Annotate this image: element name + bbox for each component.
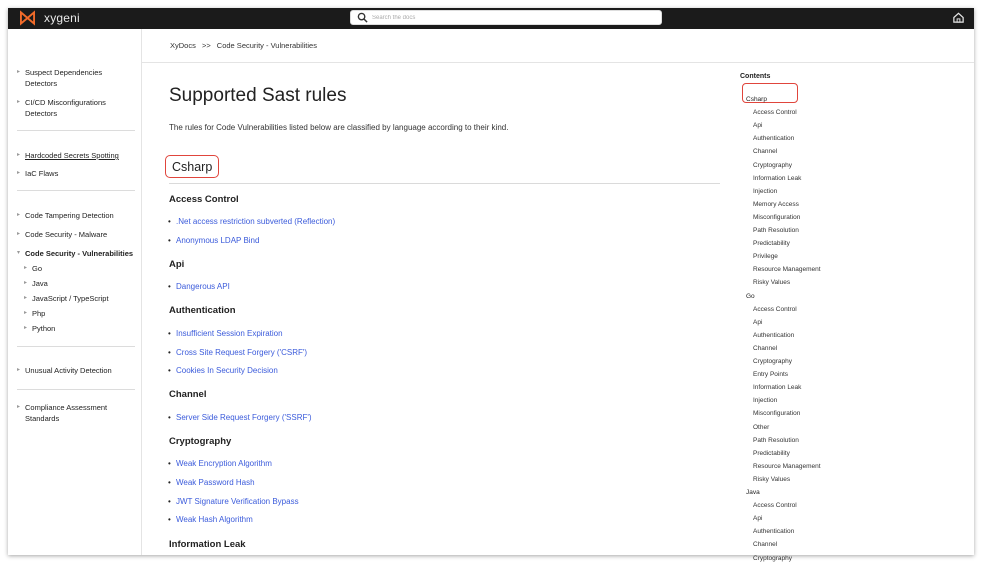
toc-category-link[interactable]: Misconfiguration	[753, 213, 801, 221]
rule-link[interactable]: • Dangerous API	[176, 282, 230, 291]
toc-category-link[interactable]: Authentication	[753, 331, 795, 339]
sidebar-item-hardcoded-secrets[interactable]	[17, 150, 135, 161]
sidebar-subitem-label: Php	[32, 309, 46, 318]
home-icon[interactable]	[952, 11, 965, 24]
rule-link[interactable]: • Cookies In Security Decision	[176, 366, 278, 375]
toc-category-link[interactable]: Memory Access	[753, 200, 799, 208]
breadcrumb-bar	[142, 29, 974, 63]
toc-category-link[interactable]: Access Control	[753, 305, 797, 313]
toc-category-link[interactable]: Channel	[753, 148, 778, 156]
sidebar-divider	[17, 190, 135, 191]
sidebar-divider	[17, 346, 135, 347]
sidebar-item-label: Code Security - Vulnerabilities	[25, 249, 134, 258]
rule-link[interactable]: • .Net access restriction subverted (Reflection)	[176, 217, 335, 226]
category-heading: Information Leak	[169, 539, 246, 550]
sidebar-subitem-python[interactable]	[24, 323, 55, 334]
toc-category-link[interactable]: Information Leak	[753, 174, 802, 182]
sidebar-item-label: CI/CD Misconfigurations Detectors	[25, 98, 106, 118]
sidebar-item-suspect-dependencies[interactable]	[17, 67, 135, 89]
chevron-down-icon: ▾	[17, 250, 21, 256]
rule-link[interactable]: • Weak Encryption Algorithm	[176, 459, 272, 468]
sidebar-divider	[17, 389, 135, 390]
chevron-right-icon: ▸	[17, 404, 21, 410]
sidebar-item-unusual-activity[interactable]	[17, 365, 135, 376]
search-icon	[357, 12, 368, 23]
chevron-right-icon: ▸	[24, 325, 28, 331]
sidebar-item-malware[interactable]	[17, 229, 135, 240]
chevron-right-icon: ▸	[24, 280, 28, 286]
chevron-right-icon: ▸	[17, 152, 21, 158]
toc-category-link[interactable]: Misconfiguration	[753, 410, 801, 418]
intro-text: The rules for Code Vulnerabilities listed below are classified by language according to their kind.	[169, 123, 509, 132]
sidebar-subitem-label: Go	[32, 264, 43, 273]
category-heading: Access Control	[169, 194, 239, 205]
toc-category-link[interactable]: Entry Points	[753, 371, 789, 379]
sidebar-item-label: Code Tampering Detection	[25, 211, 114, 220]
sidebar-item-label: Code Security - Malware	[25, 230, 108, 239]
rule-link[interactable]: • Insufficient Session Expiration	[176, 329, 283, 338]
toc-language-link[interactable]: Csharp	[746, 96, 767, 103]
chevron-right-icon: ▸	[24, 265, 28, 271]
toc-category-link[interactable]: Resource Management	[753, 462, 821, 470]
sidebar-item-vulnerabilities[interactable]	[17, 248, 135, 259]
toc-category-link[interactable]: Path Resolution	[753, 227, 799, 234]
toc-language-link[interactable]: Java	[746, 489, 760, 496]
toc-category-link[interactable]: Cryptography	[753, 358, 793, 365]
sidebar-item-label: Compliance Assessment Standards	[25, 403, 108, 423]
xygeni-logo-icon[interactable]	[20, 11, 35, 25]
toc-category-link[interactable]: Access Control	[753, 109, 797, 117]
rule-link[interactable]: • Anonymous LDAP Bind	[176, 236, 259, 245]
category-heading: Channel	[169, 389, 207, 400]
toc-category-link[interactable]: Resource Management	[753, 266, 821, 274]
category-heading: Authentication	[169, 305, 236, 316]
rule-link[interactable]: • Weak Hash Algorithm	[176, 515, 253, 524]
sidebar-item-label: Hardcoded Secrets Spotting	[25, 151, 119, 160]
sidebar-item-code-tampering[interactable]	[17, 210, 135, 221]
chevron-right-icon: ▸	[17, 367, 21, 373]
toc-category-link[interactable]: Api	[753, 122, 763, 130]
chevron-right-icon: ▸	[17, 212, 21, 218]
main-content	[142, 63, 732, 555]
toc-category-link[interactable]: Channel	[753, 541, 778, 549]
table-of-contents	[740, 63, 974, 562]
breadcrumb-root-link[interactable]: XyDocs	[170, 41, 196, 50]
search-box[interactable]	[350, 10, 662, 25]
chevron-right-icon: ▸	[17, 170, 21, 176]
toc-category-link[interactable]: Risky Values	[753, 475, 791, 483]
sidebar-subitem-label: JavaScript / TypeScript	[32, 294, 109, 303]
toc-category-link[interactable]: Information Leak	[753, 384, 802, 392]
section-divider	[169, 183, 720, 184]
toc-category-link[interactable]: Predictability	[753, 240, 790, 248]
breadcrumb	[170, 41, 321, 50]
toc-category-link[interactable]: Cryptography	[753, 554, 793, 562]
toc-title: Contents	[740, 73, 771, 80]
toc-category-link[interactable]: Cryptography	[753, 161, 793, 169]
sidebar-nav	[8, 29, 142, 555]
sidebar-subitem-java[interactable]	[24, 278, 48, 289]
breadcrumb-separator: >>	[201, 41, 211, 50]
toc-category-link[interactable]: Path Resolution	[753, 436, 799, 444]
language-heading: Csharp	[165, 155, 219, 178]
sidebar-subitem-label: Java	[32, 279, 48, 288]
sidebar-subitem-go[interactable]	[24, 263, 42, 274]
toc-category-link[interactable]: Predictability	[753, 449, 790, 457]
toc-category-link[interactable]: Api	[753, 515, 763, 523]
sidebar-item-label: IaC Flaws	[25, 169, 59, 178]
category-heading: Cryptography	[169, 436, 232, 447]
chevron-right-icon: ▸	[17, 69, 21, 75]
toc-category-link[interactable]: Authentication	[753, 135, 795, 143]
breadcrumb-current: Code Security - Vulnerabilities	[216, 41, 317, 50]
chevron-right-icon: ▸	[24, 310, 28, 316]
sidebar-item-iac-flaws[interactable]	[17, 168, 135, 179]
sidebar-subitem-javascript[interactable]	[24, 293, 109, 304]
search-input[interactable]	[372, 11, 652, 24]
toc-category-link[interactable]: Other	[753, 423, 770, 431]
toc-category-link[interactable]: Risky Values	[753, 279, 791, 287]
sidebar-subitem-label: Python	[32, 324, 56, 333]
page-title: Supported Sast rules	[169, 85, 347, 106]
toc-category-link[interactable]: Injection	[753, 187, 778, 195]
sidebar-divider	[17, 130, 135, 131]
rule-link[interactable]: • Cross Site Request Forgery ('CSRF')	[176, 348, 307, 357]
toc-category-link[interactable]: Privilege	[753, 253, 778, 261]
toc-category-link[interactable]: Api	[753, 318, 763, 326]
chevron-right-icon: ▸	[17, 99, 21, 105]
toc-language-link[interactable]: Go	[746, 292, 755, 300]
rule-link[interactable]: • JWT Signature Verification Bypass	[176, 497, 299, 506]
sidebar-item-label: Unusual Activity Detection	[25, 366, 112, 375]
app-window	[8, 8, 974, 562]
chevron-right-icon: ▸	[17, 231, 21, 237]
toc-category-link[interactable]: Access Control	[753, 502, 797, 510]
rule-link[interactable]: • Server Side Request Forgery ('SSRF')	[176, 413, 312, 422]
brand-name[interactable]: xygeni	[44, 11, 80, 25]
sidebar-subitem-php[interactable]	[24, 308, 45, 319]
rule-link[interactable]: • Weak Password Hash	[176, 478, 255, 487]
toc-category-link[interactable]: Injection	[753, 397, 778, 405]
sidebar-item-cicd-misconfigurations[interactable]	[17, 97, 135, 119]
sidebar-item-compliance[interactable]	[17, 402, 135, 424]
top-bar	[8, 8, 974, 29]
category-heading: Api	[169, 259, 185, 270]
toc-category-link[interactable]: Channel	[753, 344, 778, 352]
chevron-right-icon: ▸	[24, 295, 28, 301]
sidebar-item-label: Suspect Dependencies Detectors	[25, 68, 103, 88]
toc-category-link[interactable]: Authentication	[753, 528, 795, 536]
